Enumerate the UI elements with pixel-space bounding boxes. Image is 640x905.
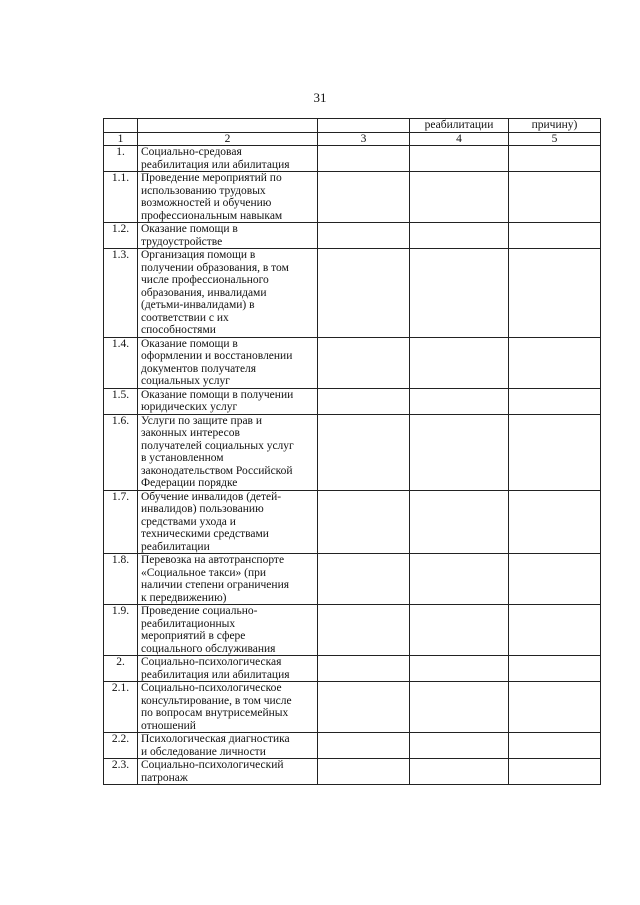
service-name-line: законодательством Российской xyxy=(141,464,293,477)
header-cell xyxy=(138,119,318,133)
row-number: 1.9. xyxy=(104,605,138,656)
empty-cell xyxy=(509,146,601,172)
row-number: 1.7. xyxy=(104,490,138,554)
empty-cell xyxy=(318,172,410,223)
empty-cell xyxy=(509,414,601,490)
empty-cell xyxy=(410,759,509,785)
service-name xyxy=(138,172,318,223)
service-name-line: патронаж xyxy=(141,771,188,784)
column-number: 3 xyxy=(318,132,410,146)
empty-cell xyxy=(410,223,509,249)
row-number: 1.1. xyxy=(104,172,138,223)
empty-cell xyxy=(318,337,410,388)
row-number: 1.5. xyxy=(104,388,138,414)
empty-cell xyxy=(318,759,410,785)
row-number: 1.4. xyxy=(104,337,138,388)
empty-cell xyxy=(509,656,601,682)
service-name-line: реабилитации xyxy=(141,540,210,553)
empty-cell xyxy=(509,733,601,759)
service-name xyxy=(138,146,318,172)
empty-cell xyxy=(410,605,509,656)
empty-cell xyxy=(318,223,410,249)
header-cell: реабилитации xyxy=(410,119,509,133)
service-name-line: использованию трудовых xyxy=(141,184,266,197)
service-name-line: Социально-психологическая xyxy=(141,656,282,668)
page-number: 31 xyxy=(313,90,327,105)
row-number: 2.1. xyxy=(104,682,138,733)
empty-cell xyxy=(318,682,410,733)
empty-cell xyxy=(509,388,601,414)
service-name-line: Обучение инвалидов (детей- xyxy=(141,490,282,503)
row-number: 1.6. xyxy=(104,414,138,490)
service-name xyxy=(138,490,318,554)
table-row xyxy=(104,249,601,338)
table-row xyxy=(104,656,601,682)
empty-cell xyxy=(410,337,509,388)
service-name-line: «Социальное такси» (при xyxy=(141,566,267,579)
empty-cell xyxy=(318,605,410,656)
service-name-line: Оказание помощи в получении xyxy=(141,388,294,401)
empty-cell xyxy=(509,249,601,338)
service-name-line: трудоустройстве xyxy=(141,235,223,248)
service-name-line: Организация помощи в xyxy=(141,249,256,261)
header-cell xyxy=(104,119,138,133)
service-name-line: социальных услуг xyxy=(141,375,230,387)
service-name-line: отношений xyxy=(141,719,196,732)
service-name-line: техническими средствами xyxy=(141,528,269,540)
empty-cell xyxy=(410,554,509,605)
empty-cell xyxy=(318,249,410,338)
header-cell xyxy=(318,119,410,133)
table-row xyxy=(104,733,601,759)
table-row xyxy=(104,759,601,785)
service-name-line: законных интересов xyxy=(141,427,240,439)
empty-cell xyxy=(509,223,601,249)
service-name-line: возможностей и обучению xyxy=(141,197,272,209)
header-cell: причину) xyxy=(509,119,601,133)
service-name-line: способностями xyxy=(141,324,216,336)
service-name-line: соответствии с их xyxy=(141,311,229,324)
service-name-line: консультирование, в том числе xyxy=(141,694,292,707)
empty-cell xyxy=(509,490,601,554)
service-name-line: Перевозка на автотранспорте xyxy=(141,554,285,566)
service-name-line: оформлении и восстановлении xyxy=(141,350,293,362)
service-name-line: Психологическая диагностика xyxy=(141,733,290,745)
column-number-row xyxy=(104,132,601,146)
empty-cell xyxy=(509,337,601,388)
empty-cell xyxy=(410,172,509,223)
column-number: 5 xyxy=(509,132,601,146)
table-row xyxy=(104,172,601,223)
empty-cell xyxy=(410,146,509,172)
service-name-line: реабилитационных xyxy=(141,617,236,630)
empty-cell xyxy=(318,554,410,605)
service-name xyxy=(138,682,318,733)
service-name-line: профессиональным навыкам xyxy=(141,209,283,222)
table-row xyxy=(104,388,601,414)
empty-cell xyxy=(509,682,601,733)
column-number: 4 xyxy=(410,132,509,146)
service-name xyxy=(138,656,318,682)
service-name-line: Проведение социально- xyxy=(141,605,258,617)
service-name xyxy=(138,605,318,656)
service-name-line: Федерации порядке xyxy=(141,477,238,489)
empty-cell xyxy=(318,414,410,490)
service-name-line: (детьми-инвалидами) в xyxy=(141,299,255,311)
service-name-line: получателей социальных услуг xyxy=(141,439,294,452)
service-name-line: Оказание помощи в xyxy=(141,223,238,235)
row-number: 2. xyxy=(104,656,138,682)
service-name xyxy=(138,249,318,338)
service-name-line: и обследование личности xyxy=(141,745,266,758)
service-name-line: по вопросам внутрисемейных xyxy=(141,707,289,719)
service-name-line: инвалидов) пользованию xyxy=(141,503,264,515)
row-number: 1. xyxy=(104,146,138,172)
empty-cell xyxy=(509,172,601,223)
table-row xyxy=(104,682,601,733)
table-row xyxy=(104,146,601,172)
row-number: 1.2. xyxy=(104,223,138,249)
service-name-line: социального обслуживания xyxy=(141,642,276,655)
service-name-line: Проведение мероприятий по xyxy=(141,172,282,184)
column-number: 2 xyxy=(138,132,318,146)
service-name xyxy=(138,733,318,759)
service-name-line: в установленном xyxy=(141,452,224,464)
row-number: 2.2. xyxy=(104,733,138,759)
service-name-line: Социально-психологический xyxy=(141,759,284,771)
empty-cell xyxy=(410,733,509,759)
table-row xyxy=(104,554,601,605)
service-name-line: реабилитация или абилитация xyxy=(141,158,290,171)
service-name xyxy=(138,759,318,785)
empty-cell xyxy=(509,605,601,656)
service-name-line: образования, инвалидами xyxy=(141,286,267,299)
empty-cell xyxy=(318,388,410,414)
service-name-line: юридических услуг xyxy=(141,401,238,413)
empty-cell xyxy=(410,682,509,733)
service-name-line: средствами ухода и xyxy=(141,515,236,528)
row-number: 2.3. xyxy=(104,759,138,785)
empty-cell xyxy=(410,388,509,414)
services-table xyxy=(103,118,601,785)
table-row xyxy=(104,223,601,249)
service-name xyxy=(138,554,318,605)
empty-cell xyxy=(410,249,509,338)
service-name-line: реабилитация или абилитация xyxy=(141,668,290,681)
row-number: 1.3. xyxy=(104,249,138,338)
service-name-line: Социально-психологическое xyxy=(141,682,282,694)
row-number: 1.8. xyxy=(104,554,138,605)
table-row xyxy=(104,414,601,490)
empty-cell xyxy=(509,554,601,605)
column-number: 1 xyxy=(104,132,138,146)
table-row xyxy=(104,490,601,554)
empty-cell xyxy=(318,490,410,554)
service-name xyxy=(138,337,318,388)
service-name-line: получении образования, в том xyxy=(141,261,289,274)
service-name-line: Услуги по защите прав и xyxy=(141,414,263,427)
empty-cell xyxy=(318,146,410,172)
empty-cell xyxy=(509,759,601,785)
table-row xyxy=(104,337,601,388)
empty-cell xyxy=(410,656,509,682)
empty-cell xyxy=(410,490,509,554)
empty-cell xyxy=(410,414,509,490)
service-name-line: числе профессионального xyxy=(141,274,269,286)
service-name-line: к передвижению) xyxy=(141,591,227,604)
empty-cell xyxy=(318,733,410,759)
service-name xyxy=(138,414,318,490)
service-name xyxy=(138,223,318,249)
service-name-line: наличии степени ограничения xyxy=(141,579,290,591)
service-name xyxy=(138,388,318,414)
empty-cell xyxy=(318,656,410,682)
service-name-line: Оказание помощи в xyxy=(141,337,238,350)
service-name-line: документов получателя xyxy=(141,362,257,375)
service-name-line: Социально-средовая xyxy=(141,146,242,158)
table-row xyxy=(104,605,601,656)
header-row xyxy=(104,119,601,133)
service-name-line: мероприятий в сфере xyxy=(141,630,246,642)
